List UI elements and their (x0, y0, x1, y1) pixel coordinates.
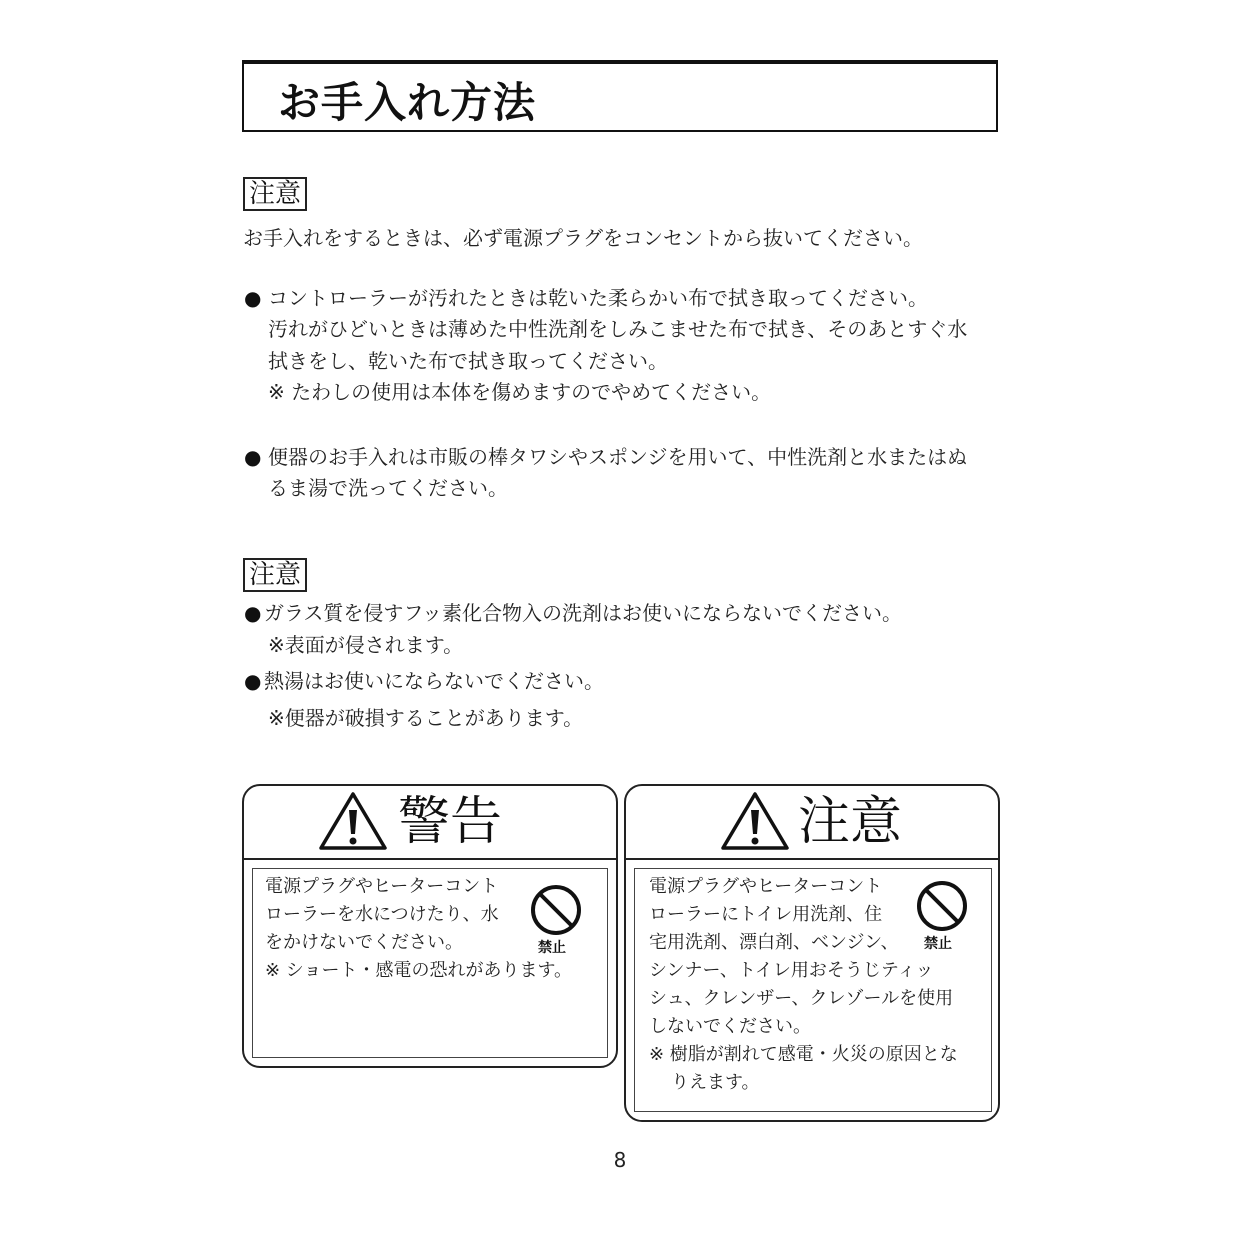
s2-item1: ガラス質を侵すフッ素化合物入の洗剤はお使いにならないでください。 (264, 601, 902, 625)
warning-line1: 電源プラグやヒーターコント (265, 876, 499, 897)
caution-line3: 宅用洗剤、漂白剤、ベンジン、 (649, 932, 899, 953)
s2-item2: 熱湯はお使いにならないでください。 (264, 669, 604, 693)
caution-line7: ※ 樹脂が割れて感電・火災の原因とな (649, 1044, 958, 1065)
bullet-icon: ● (244, 669, 262, 693)
caution-inner-box (634, 868, 992, 1112)
prohibited-label: 禁止 (924, 936, 952, 952)
caution-line1: 電源プラグやヒーターコント (649, 876, 883, 897)
warning-panel-header (244, 786, 616, 860)
warning-triangle-icon (720, 790, 790, 852)
item1-line3: 拭きをし、乾いた布で拭き取ってください。 (268, 349, 668, 373)
caution-line5: シュ、クレンザー、クレゾールを使用 (649, 988, 954, 1009)
page-title-box (242, 60, 998, 132)
caution-line6: しないでください。 (649, 1016, 811, 1037)
page-title: お手入れ方法 (278, 78, 537, 127)
caution-intro: お手入れをするときは、必ず電源プラグをコンセントから抜いてください。 (243, 226, 923, 250)
warning-panel (242, 784, 618, 1068)
s2-item1-note: ※表面が侵されます。 (268, 633, 464, 657)
caution-panel-header (626, 786, 998, 860)
caution-title: 注意 (798, 792, 903, 852)
caution-label-2: 注意 (243, 558, 307, 592)
bullet-icon: ● (244, 445, 262, 469)
caution-panel (624, 784, 1000, 1122)
prohibited-icon (915, 879, 969, 933)
warning-inner-box (252, 868, 608, 1058)
item2-line1: 便器のお手入れは市販の棒タワシやスポンジを用いて、中性洗剤と水またはぬ (268, 445, 968, 469)
warning-line4: ※ ショート・感電の恐れがあります。 (265, 960, 573, 981)
bullet-icon: ● (244, 286, 262, 310)
caution-line4: シンナー、トイレ用おそうじティッ (649, 960, 934, 981)
prohibited-label: 禁止 (538, 940, 566, 956)
item1-line1: コントローラーが汚れたときは乾いた柔らかい布で拭き取ってください。 (268, 286, 928, 310)
caution-line2: ローラーにトイレ用洗剤、住 (649, 904, 883, 925)
warning-triangle-icon (318, 790, 388, 852)
item2-line2: るま湯で洗ってください。 (268, 476, 508, 500)
item1-line2: 汚れがひどいときは薄めた中性洗剤をしみこませた布で拭き、そのあとすぐ水 (268, 317, 968, 341)
caution-label-1: 注意 (243, 177, 307, 211)
caution-line8: りえます。 (671, 1072, 760, 1093)
s2-item2-note: ※便器が破損することがあります。 (268, 706, 584, 730)
page-number: 8 (613, 1148, 627, 1172)
prohibited-icon (529, 883, 583, 937)
bullet-icon: ● (244, 601, 262, 625)
warning-line3: をかけないでください。 (265, 932, 463, 953)
warning-line2: ローラーを水につけたり、水 (265, 904, 499, 925)
item1-line4: ※ たわしの使用は本体を傷めますのでやめてください。 (268, 380, 772, 404)
warning-title: 警告 (398, 792, 503, 852)
